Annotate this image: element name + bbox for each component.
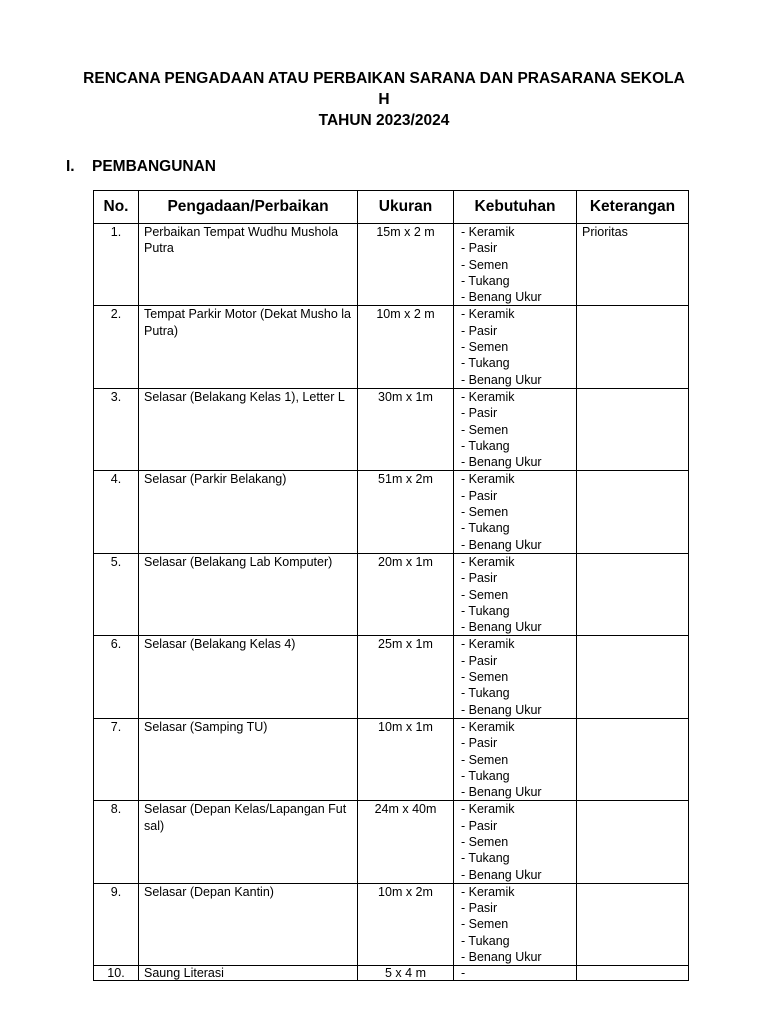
needs-list bbox=[459, 224, 571, 305]
need-item: - Semen bbox=[461, 917, 509, 932]
row-note bbox=[577, 306, 689, 388]
need-item: - Pasir bbox=[461, 736, 498, 751]
row-needs bbox=[454, 471, 577, 553]
row-note bbox=[577, 471, 689, 553]
need-item: - Tukang bbox=[461, 933, 510, 948]
procurement-table bbox=[93, 190, 689, 981]
row-item: Perbaikan Tempat Wudhu Mushola Putra bbox=[139, 224, 358, 306]
row-needs bbox=[454, 224, 577, 306]
row-number: 1. bbox=[94, 224, 139, 306]
row-item: Selasar (Depan Kelas/Lapangan Fut sal) bbox=[139, 801, 358, 883]
need-item: - Benang Ukur bbox=[461, 702, 542, 717]
row-item: Selasar (Belakang Lab Komputer) bbox=[139, 553, 358, 635]
need-item: - Tukang bbox=[461, 438, 510, 453]
header-needs: Kebutuhan bbox=[454, 191, 577, 224]
needs-list bbox=[459, 801, 571, 882]
need-item: - Benang Ukur bbox=[461, 950, 542, 965]
table-row bbox=[94, 718, 689, 800]
need-item: - Semen bbox=[461, 670, 509, 685]
row-size: 25m x 1m bbox=[358, 636, 454, 718]
row-item: Tempat Parkir Motor (Dekat Musho la Putra) bbox=[139, 306, 358, 388]
row-needs bbox=[454, 966, 577, 981]
row-number: 8. bbox=[94, 801, 139, 883]
need-item: - Pasir bbox=[461, 323, 498, 338]
document-title bbox=[0, 68, 768, 131]
row-needs bbox=[454, 883, 577, 965]
row-note bbox=[577, 553, 689, 635]
need-item: - Benang Ukur bbox=[461, 785, 542, 800]
need-item: - Pasir bbox=[461, 488, 498, 503]
need-item: - Tukang bbox=[461, 521, 510, 536]
need-item: - Benang Ukur bbox=[461, 372, 542, 387]
need-item: - Tukang bbox=[461, 273, 510, 288]
row-number: 7. bbox=[94, 718, 139, 800]
row-item: Selasar (Depan Kantin) bbox=[139, 883, 358, 965]
row-needs bbox=[454, 388, 577, 470]
need-item: - Semen bbox=[461, 587, 509, 602]
title-line-2: H bbox=[378, 91, 390, 108]
table-row bbox=[94, 801, 689, 883]
row-size: 30m x 1m bbox=[358, 388, 454, 470]
row-note bbox=[577, 966, 689, 981]
row-size: 24m x 40m bbox=[358, 801, 454, 883]
table-body bbox=[94, 224, 689, 981]
need-item: - Pasir bbox=[461, 818, 498, 833]
title-line-1: RENCANA PENGADAAN ATAU PERBAIKAN SARANA DAN PRASARANA SEKOLA bbox=[83, 70, 685, 87]
row-number: 5. bbox=[94, 553, 139, 635]
row-note: Prioritas bbox=[577, 224, 689, 306]
table-row bbox=[94, 471, 689, 553]
row-note bbox=[577, 636, 689, 718]
needs-list bbox=[459, 471, 571, 552]
row-size: 10m x 1m bbox=[358, 718, 454, 800]
need-item: - Pasir bbox=[461, 571, 498, 586]
need-item: - Pasir bbox=[461, 901, 498, 916]
row-size: 51m x 2m bbox=[358, 471, 454, 553]
row-number: 9. bbox=[94, 883, 139, 965]
row-needs bbox=[454, 718, 577, 800]
needs-list bbox=[459, 389, 571, 470]
need-item: - Tukang bbox=[461, 356, 510, 371]
header-no: No. bbox=[94, 191, 139, 224]
need-item: - Semen bbox=[461, 422, 509, 437]
row-item: Saung Literasi bbox=[139, 966, 358, 981]
need-item: - Benang Ukur bbox=[461, 620, 542, 635]
row-note bbox=[577, 883, 689, 965]
row-item: Selasar (Samping TU) bbox=[139, 718, 358, 800]
row-number: 6. bbox=[94, 636, 139, 718]
needs-list bbox=[459, 554, 571, 635]
table-row bbox=[94, 636, 689, 718]
row-item: Selasar (Parkir Belakang) bbox=[139, 471, 358, 553]
need-item: - Benang Ukur bbox=[461, 455, 542, 470]
table-row bbox=[94, 553, 689, 635]
section-number: I. bbox=[66, 158, 75, 175]
need-item: - Benang Ukur bbox=[461, 290, 542, 305]
needs-list bbox=[459, 306, 571, 387]
row-number: 2. bbox=[94, 306, 139, 388]
need-item: - Keramik bbox=[461, 389, 515, 404]
row-number: 10. bbox=[94, 966, 139, 981]
need-item: - Keramik bbox=[461, 472, 515, 487]
need-item: - Tukang bbox=[461, 851, 510, 866]
need-item: - Pasir bbox=[461, 241, 498, 256]
table-row bbox=[94, 306, 689, 388]
row-needs bbox=[454, 636, 577, 718]
need-item: - Tukang bbox=[461, 768, 510, 783]
row-number: 3. bbox=[94, 388, 139, 470]
need-item: - Keramik bbox=[461, 637, 515, 652]
section-heading bbox=[66, 158, 216, 176]
header-item: Pengadaan/Perbaikan bbox=[139, 191, 358, 224]
section-label: PEMBANGUNAN bbox=[92, 158, 216, 175]
row-note bbox=[577, 718, 689, 800]
row-needs bbox=[454, 306, 577, 388]
need-item: - Semen bbox=[461, 505, 509, 520]
row-needs bbox=[454, 553, 577, 635]
need-item: - Tukang bbox=[461, 603, 510, 618]
need-item: - bbox=[461, 966, 466, 981]
row-size: 20m x 1m bbox=[358, 553, 454, 635]
need-item: - Semen bbox=[461, 340, 509, 355]
need-item: - Pasir bbox=[461, 406, 498, 421]
need-item: - Keramik bbox=[461, 884, 515, 899]
row-number: 4. bbox=[94, 471, 139, 553]
table-row bbox=[94, 883, 689, 965]
row-note bbox=[577, 801, 689, 883]
need-item: - Keramik bbox=[461, 225, 515, 239]
header-note: Keterangan bbox=[577, 191, 689, 224]
row-size: 10m x 2 m bbox=[358, 306, 454, 388]
row-size: 10m x 2m bbox=[358, 883, 454, 965]
need-item: - Keramik bbox=[461, 554, 515, 569]
needs-list bbox=[459, 966, 571, 980]
header-size: Ukuran bbox=[358, 191, 454, 224]
row-item: Selasar (Belakang Kelas 1), Letter L bbox=[139, 388, 358, 470]
need-item: - Keramik bbox=[461, 802, 515, 817]
need-item: - Semen bbox=[461, 834, 509, 849]
needs-list bbox=[459, 884, 571, 965]
row-note bbox=[577, 388, 689, 470]
need-item: - Pasir bbox=[461, 653, 498, 668]
title-line-3: TAHUN 2023/2024 bbox=[318, 112, 450, 129]
need-item: - Benang Ukur bbox=[461, 867, 542, 882]
needs-list bbox=[459, 636, 571, 717]
row-item: Selasar (Belakang Kelas 4) bbox=[139, 636, 358, 718]
need-item: - Semen bbox=[461, 257, 509, 272]
row-size: 15m x 2 m bbox=[358, 224, 454, 306]
table-row bbox=[94, 224, 689, 306]
table-row bbox=[94, 966, 689, 981]
need-item: - Semen bbox=[461, 752, 509, 767]
need-item: - Keramik bbox=[461, 307, 515, 322]
need-item: - Keramik bbox=[461, 719, 515, 734]
row-needs bbox=[454, 801, 577, 883]
needs-list bbox=[459, 719, 571, 800]
need-item: - Benang Ukur bbox=[461, 537, 542, 552]
table-header-row bbox=[94, 191, 689, 224]
table-row bbox=[94, 388, 689, 470]
row-size: 5 x 4 m bbox=[358, 966, 454, 981]
need-item: - Tukang bbox=[461, 686, 510, 701]
